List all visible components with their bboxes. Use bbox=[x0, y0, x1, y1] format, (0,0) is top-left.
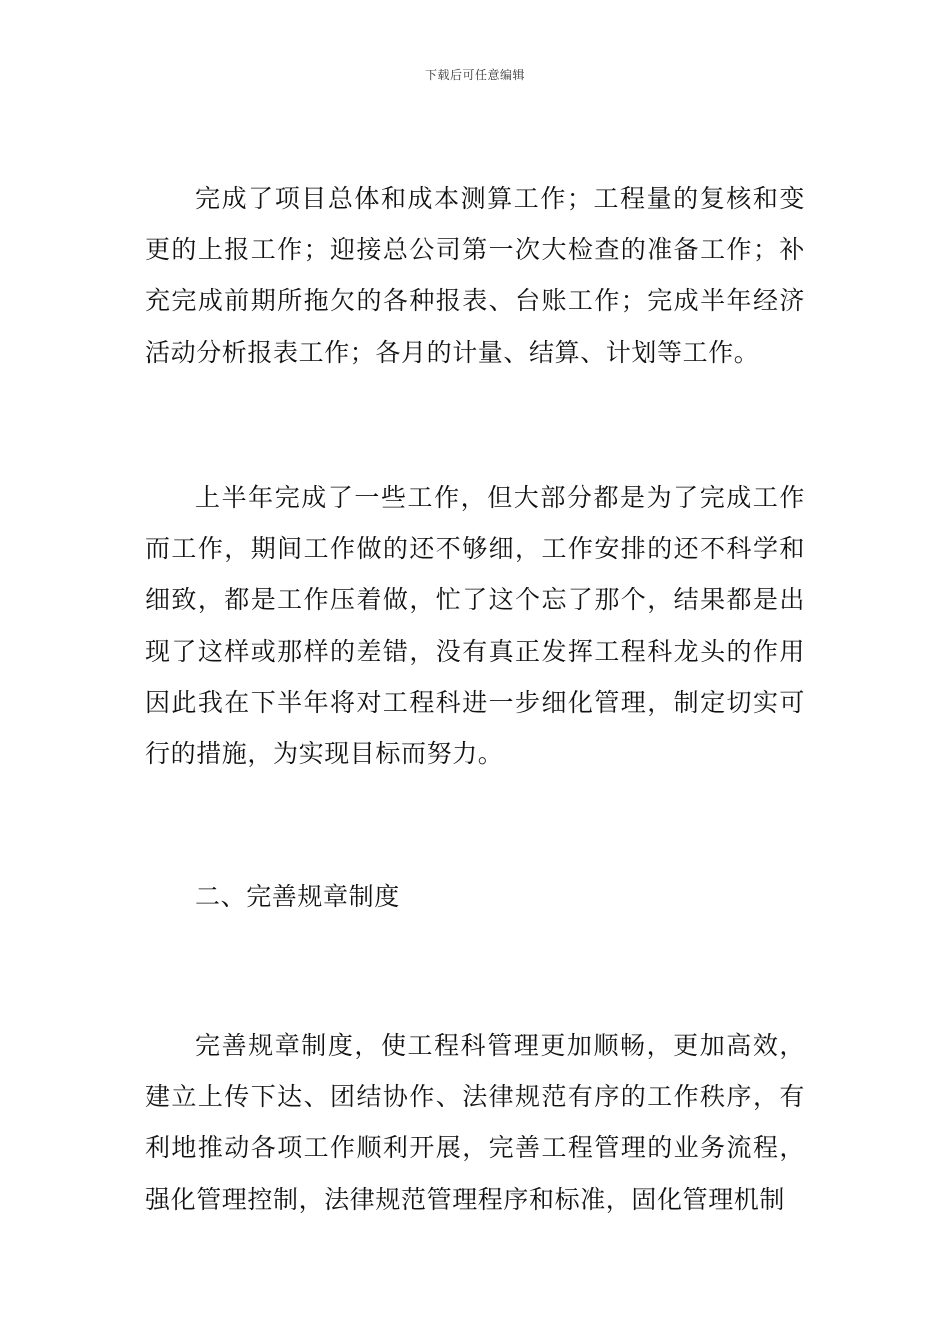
section-heading-text: 二、完善规章制度 bbox=[195, 882, 400, 911]
document-paragraph-3 bbox=[145, 1020, 805, 1225]
paragraph-text: 上半年完成了一些工作，但大部分都是为了完成工作而工作，期间工作做的还不够细，工作安排的还不科学和细致，都是工作压着做，忙了这个忘了那个，结果都是出现了这样或那样的差错，没有真正发挥工程科龙头的作用因此我在下半年将对工程科进一步细化管理，制定切实可行的措施，为实现目标而努力。 bbox=[145, 483, 805, 769]
document-paragraph-1 bbox=[145, 173, 805, 378]
paragraph-text: 完善规章制度，使工程科管理更加顺畅，更加高效，建立上传下达、团结协作、法律规范有序的工作秩序，有利地推动各项工作顺利开展，完善工程管理的业务流程，强化管理控制，法律规范管理程序和标准，固化管理机制 bbox=[145, 1031, 805, 1214]
section-heading bbox=[145, 871, 805, 922]
page-header-note: 下载后可任意编辑 bbox=[424, 68, 525, 82]
paragraph-text: 完成了项目总体和成本测算工作；工程量的复核和变更的上报工作；迎接总公司第一次大检查的准备工作；补充完成前期所拖欠的各种报表、台账工作；完成半年经济活动分析报表工作；各月的计量、结算、计划等工作。 bbox=[145, 184, 805, 367]
document-paragraph-2 bbox=[145, 472, 805, 779]
